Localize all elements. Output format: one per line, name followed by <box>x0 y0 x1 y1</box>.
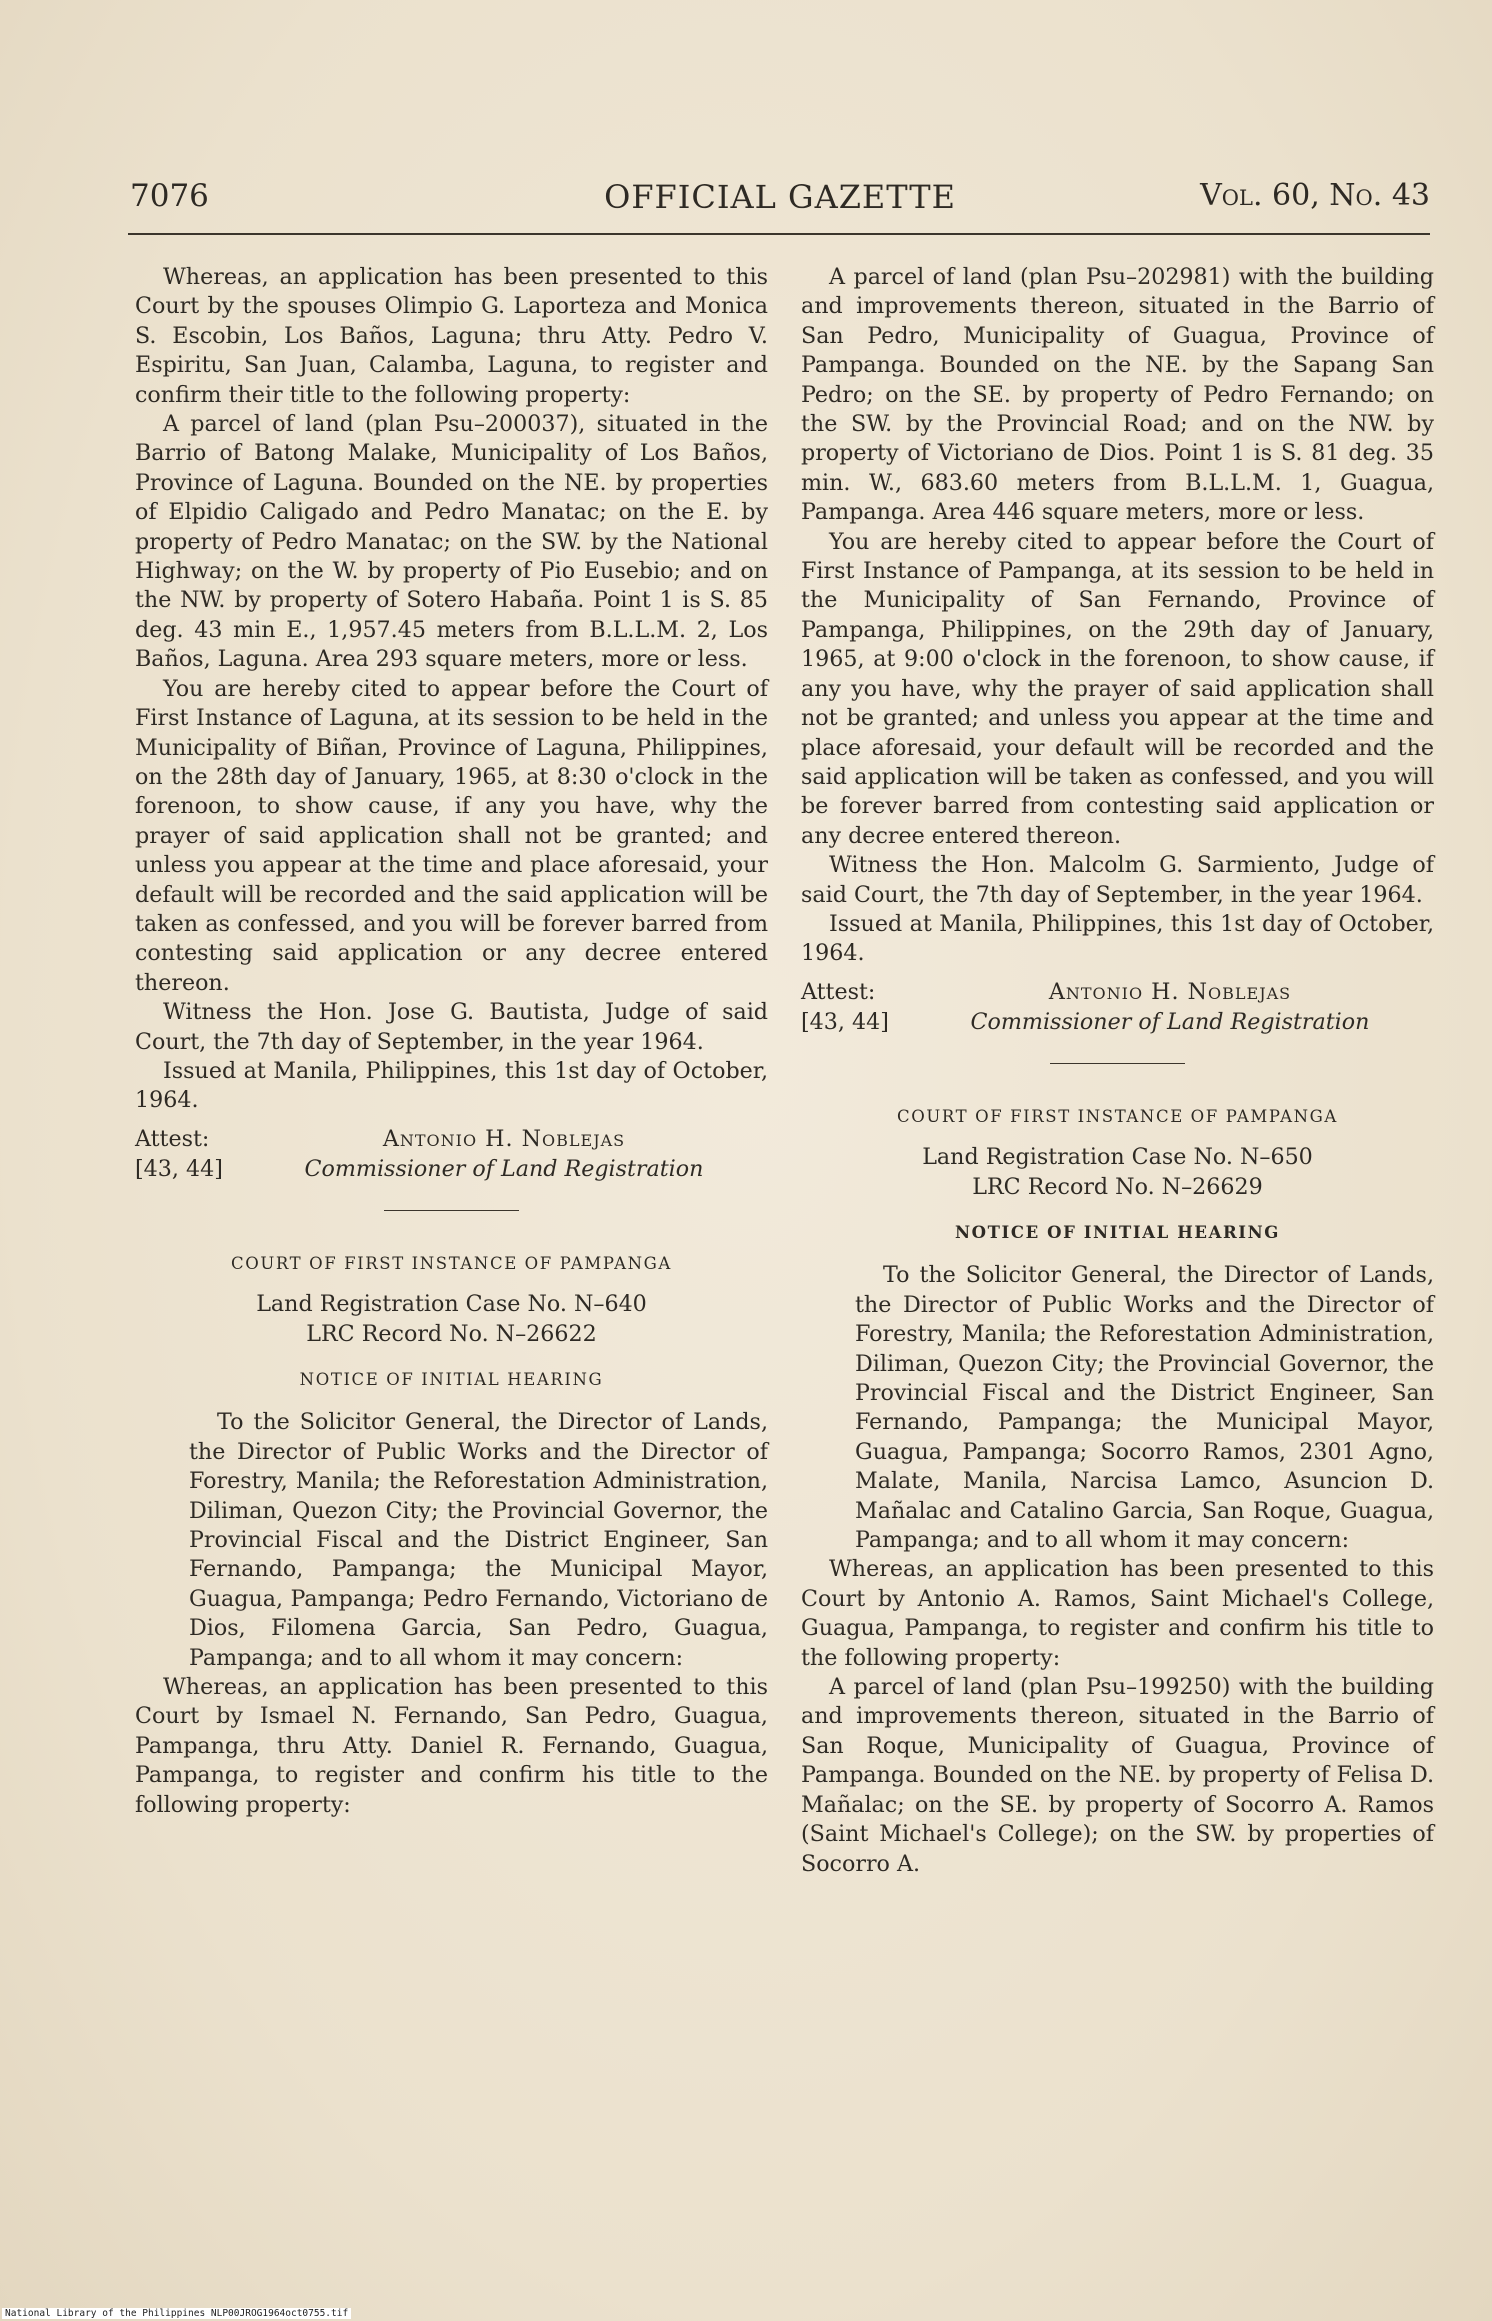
notice-heading: NOTICE OF INITIAL HEARING <box>955 1222 1280 1242</box>
case-number: Land Registration Case No. N–650 <box>922 1144 1313 1171</box>
page-header <box>130 178 1430 228</box>
court-heading: COURT OF FIRST INSTANCE OF PAMPANGA <box>897 1106 1338 1126</box>
addressees: To the Solicitor General, the Director of Lands, the Director of Public Works and the Director of Forestry, Manila; the Reforestation Administration, Diliman, Quezon City; the Provincial Governor, the Provincial Fiscal and the District Engineer, San Fernando, Pampanga; the Municipal Mayor, Guagua, Pampanga; Socorro Ramos, 2301 Agno, Malate, Manila, Narcisa Lamco, Asuncion D. Mañalac and Catalino Garcia, San Roque, Guagua, Pampanga; and to all whom it may concern: <box>855 1262 1434 1554</box>
paragraph: You are hereby cited to appear before the Court of First Instance of Pampanga, at its session to be held in the Municipality of San Fernando, Province of Pampanga, Philippines, on the 29th day of January, 1965, at 9:00 o'clock in the forenoon, to show cause, if any you have, why the prayer of said application shall not be granted; and unless you appear at the time and place aforesaid, your default will be recorded and the said application will be taken as confessed, and you will be forever barred from contesting said application or any decree entered thereon. <box>801 528 1434 849</box>
attest-label: Attest: <box>801 978 876 1005</box>
attest-ref: [43, 44] <box>135 1155 223 1182</box>
left-column <box>135 263 768 1820</box>
paragraph: Whereas, an application has been presented to this Court by Ismael N. Fernando, San Pedro, Guagua, Pampanga, thru Atty. Daniel R. Fernando, Guagua, Pampanga, to register and confirm his title to the following property: <box>135 1674 768 1818</box>
lrc-record: LRC Record No. N–26629 <box>972 1173 1263 1200</box>
signer-name: Antonio H. Noblejas <box>382 1125 626 1152</box>
case-number: Land Registration Case No. N–640 <box>256 1291 647 1318</box>
scan-footer: National Library of the Philippines NLP00JROG1964oct0755.tif <box>2 2308 351 2319</box>
paragraph: A parcel of land (plan Psu–202981) with the building and improvements thereon, situated in the Barrio of San Pedro, Municipality of Guagua, Province of Pampanga. Bounded on the NE. by the Sapang San Pedro; on the SE. by property of Pedro Fernando; on the SW. by the Provincial Road; and on the NW. by property of Victoriano de Dios. Point 1 is S. 81 deg. 35 min. W., 683.60 meters from B.L.L.M. 1, Guagua, Pampanga. Area 446 square meters, more or less. <box>801 264 1434 526</box>
page-number: 7076 <box>130 178 209 214</box>
paragraph: Whereas, an application has been presented to this Court by the spouses Olimpio G. Laporteza and Monica S. Escobin, Los Baños, Laguna; thru Atty. Pedro V. Espiritu, San Juan, Calamba, Laguna, to register and confirm their title to the following property: <box>135 264 768 408</box>
attest-label: Attest: <box>135 1125 210 1152</box>
paragraph: A parcel of land (plan Psu–200037), situated in the Barrio of Batong Malake, Municipality of Los Baños, Province of Laguna. Bounded on the NE. by properties of Elpidio Caligado and Pedro Manatac; on the E. by property of Pedro Manatac; on the SW. by the National Highway; on the W. by property of Pio Eusebio; and on the NW. by property of Sotero Habaña. Point 1 is S. 85 deg. 43 min E., 1,957.45 meters from B.L.L.M. 2, Los Baños, Laguna. Area 293 square meters, more or less. <box>135 411 768 673</box>
paragraph: Issued at Manila, Philippines, this 1st day of October, 1964. <box>801 910 1434 967</box>
attestation <box>135 1124 768 1184</box>
addressees: To the Solicitor General, the Director of Lands, the Director of Public Works and the Director of Forestry, Manila; the Reforestation Administration, Diliman, Quezon City; the Provincial Governor, the Provincial Fiscal and the District Engineer, San Fernando, Pampanga; the Municipal Mayor, Guagua, Pampanga; Pedro Fernando, Victoriano de Dios, Filomena Garcia, San Pedro, Guagua, Pampanga; and to all whom it may concern: <box>189 1409 768 1671</box>
court-heading: COURT OF FIRST INSTANCE OF PAMPANGA <box>231 1253 672 1273</box>
paragraph: Issued at Manila, Philippines, this 1st day of October, 1964. <box>135 1057 768 1114</box>
section-divider <box>1050 1063 1185 1064</box>
paragraph: You are hereby cited to appear before the Court of First Instance of Laguna, at its session to be held in the Municipality of Biñan, Province of Laguna, Philippines, on the 28th day of January, 1965, at 8:30 o'clock in the forenoon, to show cause, if any you have, why the prayer of said application shall not be granted; and unless you appear at the time and place aforesaid, your default will be recorded and the said application will be taken as confessed, and you will be forever barred from contesting said application or any decree entered thereon. <box>135 675 768 996</box>
notice-heading: NOTICE OF INITIAL HEARING <box>299 1370 604 1389</box>
signer-name: Antonio H. Noblejas <box>1048 978 1292 1005</box>
publication-title: OFFICIAL GAZETTE <box>604 178 956 216</box>
paragraph: Witness the Hon. Jose G. Bautista, Judge of said Court, the 7th day of September, in the year 1964. <box>135 999 768 1055</box>
lrc-record: LRC Record No. N–26622 <box>306 1320 597 1347</box>
paragraph: Witness the Hon. Malcolm G. Sarmiento, Judge of said Court, the 7th day of September, in the year 1964. <box>801 852 1434 908</box>
attest-ref: [43, 44] <box>801 1008 889 1035</box>
signer-title: Commissioner of Land Registration <box>304 1155 704 1182</box>
attestation <box>801 977 1434 1037</box>
section-divider <box>384 1210 519 1211</box>
paragraph: A parcel of land (plan Psu–199250) with the building and improvements thereon, situated in the Barrio of San Roque, Municipality of Guagua, Province of Pampanga. Bounded on the NE. by property of Felisa D. Mañalac; on the SE. by property of Socorro A. Ramos (Saint Michael's College); on the SW. by properties of Socorro A. <box>801 1674 1434 1877</box>
paragraph: Whereas, an application has been presented to this Court by Antonio A. Ramos, Saint Michael's College, Guagua, Pampanga, to register and confirm his title to the following property: <box>801 1556 1434 1671</box>
volume-number: Vol. 60, No. 43 <box>1200 178 1430 213</box>
signer-title: Commissioner of Land Registration <box>970 1008 1370 1035</box>
header-rule <box>128 233 1430 235</box>
right-column <box>801 263 1434 1879</box>
